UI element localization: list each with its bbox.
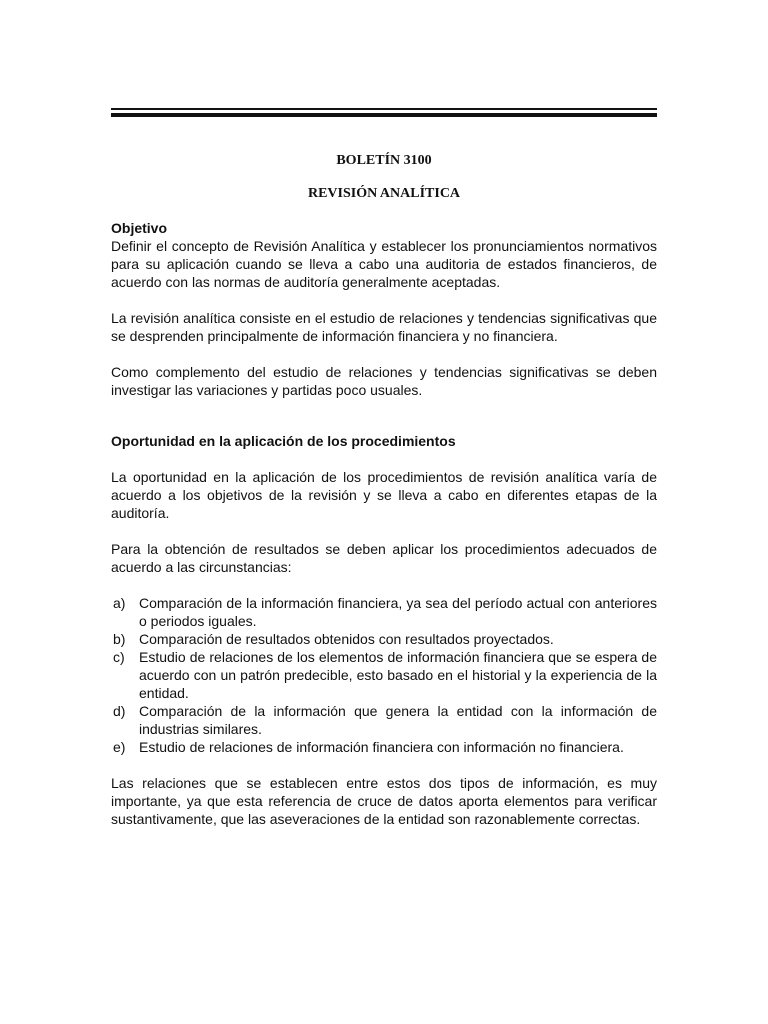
- list-item-text: Comparación de la información financiera, ya sea del período actual con anteriores o periodos iguales.: [139, 595, 657, 629]
- section-heading-opportunity: Oportunidad en la aplicación de los procedimientos: [111, 433, 456, 449]
- header-rule-thin: [111, 108, 657, 110]
- list-marker: a): [113, 595, 126, 611]
- list-item-text: Comparación de la información que genera la entidad con la información de industrias similares.: [139, 703, 657, 737]
- list-item: [111, 594, 657, 630]
- list-marker: d): [113, 703, 126, 719]
- paragraph-complement: Como complemento del estudio de relaciones y tendencias significativas se deben investigar las variaciones y partidas poco usuales.: [111, 364, 657, 398]
- list-item: [111, 738, 657, 756]
- paragraph-results: Para la obtención de resultados se deben aplicar los procedimientos adecuados de acuerdo a las circunstancias:: [111, 541, 657, 575]
- list-item: [111, 630, 657, 648]
- list-marker: e): [113, 739, 126, 755]
- procedures-list: [111, 594, 657, 756]
- list-item-text: Comparación de resultados obtenidos con resultados proyectados.: [139, 631, 554, 647]
- document-page: [111, 108, 657, 828]
- list-marker: c): [113, 649, 125, 665]
- list-item-text: Estudio de relaciones de los elementos de información financiera que se espera de acuerdo con un patrón predecible, esto basado en el historial y la experiencia de la entidad.: [139, 649, 657, 701]
- list-marker: b): [113, 631, 126, 647]
- objective-heading: Objetivo: [111, 220, 168, 236]
- document-title: BOLETÍN 3100: [336, 153, 432, 168]
- paragraph-opportunity: La oportunidad en la aplicación de los procedimientos de revisión analítica varía de acuerdo a los objetivos de la revisión y se lleva a cabo en diferentes etapas de la auditoría.: [111, 469, 657, 521]
- list-item: [111, 702, 657, 738]
- list-item-text: Estudio de relaciones de información financiera con información no financiera.: [139, 739, 624, 755]
- paragraph-relations: Las relaciones que se establecen entre estos dos tipos de información, es muy importante, ya que esta referencia de cruce de datos aporta elementos para verificar sustantivamente, que las aseveraciones de la entidad son razonablemente correctas.: [111, 775, 657, 827]
- list-item: [111, 648, 657, 702]
- objective-paragraph: Definir el concepto de Revisión Analítica y establecer los pronunciamientos normativos para su aplicación cuando se lleva a cabo una auditoria de estados financieros, de acuerdo con las normas de auditoría generalmente aceptadas.: [111, 238, 657, 290]
- document-subtitle: REVISIÓN ANALÍTICA: [307, 186, 461, 201]
- header-rule-thick: [111, 113, 657, 117]
- paragraph-analytic-review: La revisión analítica consiste en el estudio de relaciones y tendencias significativas que se desprenden principalmente de información financiera y no financiera.: [111, 310, 657, 344]
